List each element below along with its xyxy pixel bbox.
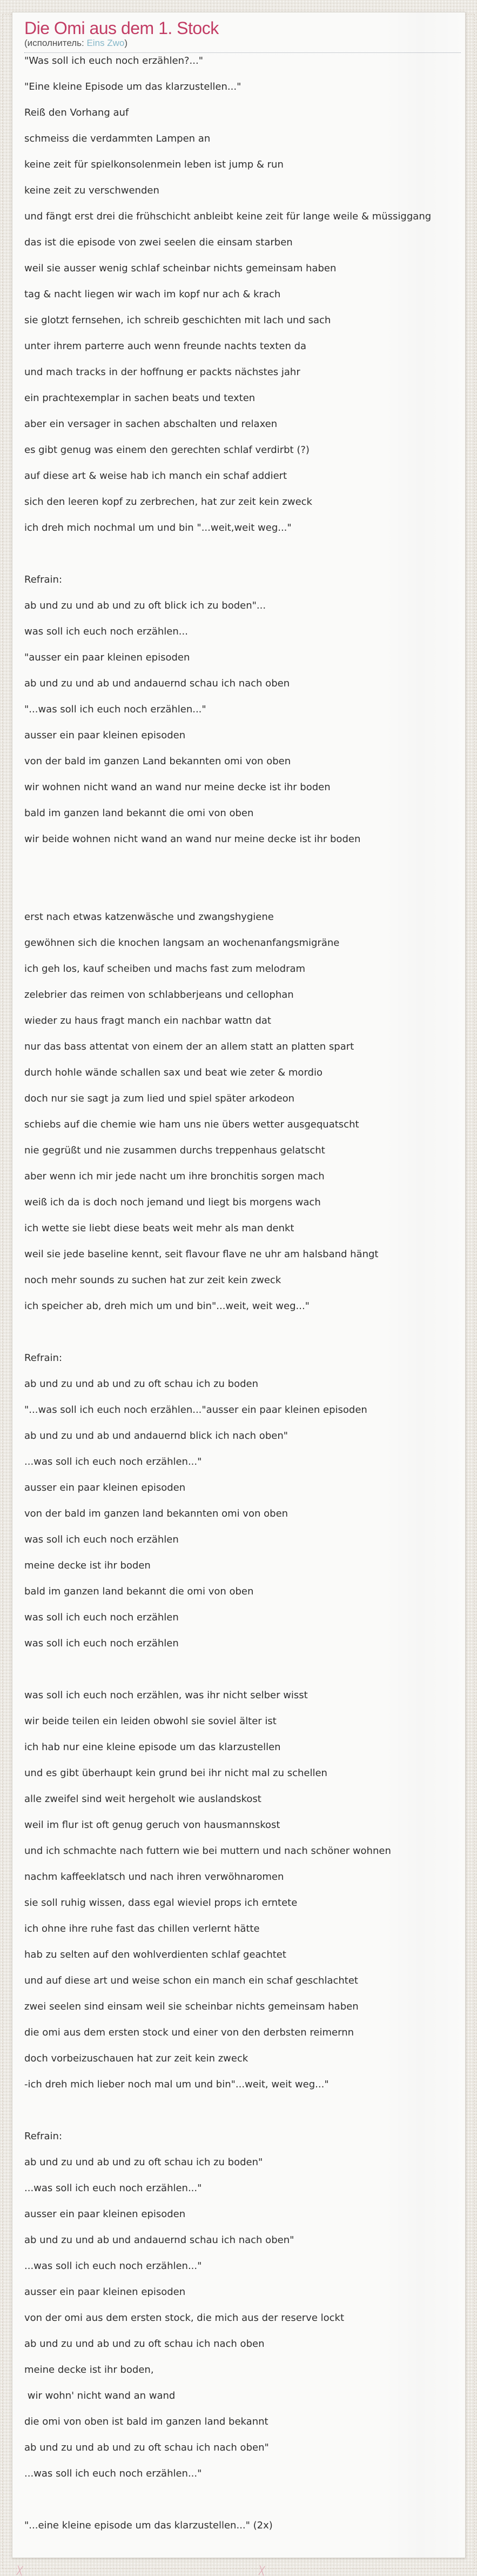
lyric-line: es gibt genug was einem den gerechten schlaf verdirbt (?) — [24, 444, 310, 456]
lyric-line: ich geh los, kauf scheiben und machs fast zum melodram — [24, 963, 306, 975]
lyric-line: weil sie jede baseline kennt, seit flavour flave ne uhr am halsband hängt — [24, 1249, 379, 1260]
lyric-line: aber wenn ich mir jede nacht um ihre bronchitis sorgen mach — [24, 1171, 325, 1182]
lyric-line: aber ein versager in sachen abschalten und relaxen — [24, 418, 278, 430]
lyric-line: wir beide wohnen nicht wand an wand nur meine decke ist ihr boden — [24, 833, 361, 845]
lyric-line: ausser ein paar kleinen episoden — [24, 2208, 186, 2220]
lyric-line: Refrain: — [24, 574, 63, 585]
lyric-line — [24, 860, 461, 870]
lyric-line — [24, 1327, 461, 1337]
performer-line — [24, 37, 461, 49]
lyric-line: wir beide teilen ein leiden obwohl sie soviel älter ist — [24, 1716, 277, 1727]
lyric-line: Refrain: — [24, 2131, 63, 2142]
lyric-line: ab und zu und ab und zu oft schau ich nach oben" — [24, 2442, 269, 2453]
lyric-line: "ausser ein paar kleinen episoden — [24, 652, 190, 663]
lyric-line: nur das bass attentat von einem der an allem statt an platten spart — [24, 1041, 354, 1052]
lyric-line: und ich schmachte nach futtern wie bei muttern und nach schöner wohnen — [24, 1845, 391, 1857]
lyric-line: Reiß den Vorhang auf — [24, 107, 129, 118]
lyric-line: von der bald im ganzen land bekannten omi von oben — [24, 1508, 288, 1519]
lyric-line: tag & nacht liegen wir wach im kopf nur ach & krach — [24, 289, 281, 300]
lyric-line: weil sie ausser wenig schlaf scheinbar nichts gemeinsam haben — [24, 263, 337, 274]
lyric-line: ausser ein paar kleinen episoden — [24, 1482, 186, 1493]
lyric-line: ab und zu und ab und andauernd schau ich nach oben — [24, 678, 290, 689]
lyric-line — [24, 2106, 461, 2115]
lyric-line: was soll ich euch noch erzählen — [24, 1612, 179, 1623]
lyric-line: meine decke ist ihr boden, — [24, 2364, 154, 2375]
lyric-line: die omi aus dem ersten stock und einer von den derbsten reimernn — [24, 2027, 354, 2038]
lyric-line: "Was soll ich euch noch erzählen?..." — [24, 55, 203, 66]
lyric-line: und mach tracks in der hoffnung er packts nächstes jahr — [24, 366, 300, 378]
lyric-line: ab und zu und ab und zu oft schau ich zu boden" — [24, 2157, 263, 2168]
lyric-line — [24, 886, 461, 896]
lyric-line: ...was soll ich euch noch erzählen..." — [24, 1456, 202, 1467]
lyric-line — [24, 1665, 461, 1674]
lyric-line: und fängt erst drei die frühschicht anbleibt keine zeit für lange weile & müssiggang — [24, 211, 432, 222]
lyric-line: ein prachtexemplar in sachen beats und texten — [24, 392, 256, 404]
performer-link[interactable]: Eins Zwo — [86, 38, 125, 48]
lyric-line: ...was soll ich euch noch erzählen..." — [24, 2260, 202, 2272]
lyric-line: ich speicher ab, dreh mich um und bin"...weit, weit weg..." — [24, 1300, 310, 1312]
lyric-line: was soll ich euch noch erzählen, was ihr nicht selber wisst — [24, 1690, 308, 1701]
lyric-line: ...was soll ich euch noch erzählen..." — [24, 2468, 202, 2479]
lyric-line: was soll ich euch noch erzählen — [24, 1638, 179, 1649]
lyric-line: zelebrier das reimen von schlabberjeans und cellophan — [24, 989, 294, 1000]
lyric-line: meine decke ist ihr boden — [24, 1560, 151, 1571]
lyric-line: weil im flur ist oft genug geruch von hausmannskost — [24, 1819, 280, 1831]
lyrics-card — [12, 12, 466, 2558]
lyric-line: keine zeit zu verschwenden — [24, 185, 159, 196]
lyric-line: wir wohnen nicht wand an wand nur meine decke ist ihr boden — [24, 782, 331, 793]
lyric-line: und es gibt überhaupt kein grund bei ihr nicht mal zu schellen — [24, 1767, 327, 1779]
lyric-line: "...was soll ich euch noch erzählen..." — [24, 704, 206, 715]
lyrics — [24, 56, 461, 2531]
lyric-line: die omi von oben ist bald im ganzen land bekannt — [24, 2416, 268, 2427]
lyric-line: ab und zu und ab und andauernd schau ich nach oben" — [24, 2234, 294, 2246]
lyric-line: sie soll ruhig wissen, dass egal wieviel props ich erntete — [24, 1897, 298, 1908]
lyric-line: schiebs auf die chemie wie ham uns nie übers wetter ausgequatscht — [24, 1119, 359, 1130]
performer-label-close: ) — [124, 38, 128, 48]
lyric-line: schmeiss die verdammten Lampen an — [24, 133, 211, 144]
lyric-line: "...eine kleine episode um das klarzustellen..." (2x) — [24, 2520, 273, 2531]
lyric-line: ab und zu und ab und zu oft schau ich zu boden — [24, 1378, 259, 1390]
lyric-line: ich hab nur eine kleine episode um das klarzustellen — [24, 1741, 281, 1753]
lyric-line: doch vorbeizuschauen hat zur zeit kein zweck — [24, 2053, 248, 2064]
lyric-line: auf diese art & weise hab ich manch ein schaf addiert — [24, 470, 287, 482]
lyric-line: ich wette sie liebt diese beats weit mehr als man denkt — [24, 1223, 294, 1234]
lyric-line: das ist die episode von zwei seelen die einsam starben — [24, 237, 293, 248]
lyric-line: hab zu selten auf den wohlverdienten schlaf geachtet — [24, 1949, 286, 1960]
lyric-line: doch nur sie sagt ja zum lied und spiel später arkodeon — [24, 1093, 295, 1104]
lyric-line: gewöhnen sich die knochen langsam an wochenanfangsmigräne — [24, 937, 340, 949]
lyric-line: wir wohn' nicht wand an wand — [24, 2390, 176, 2401]
lyric-line — [24, 2495, 461, 2505]
lyric-line: ausser ein paar kleinen episoden — [24, 730, 186, 741]
lyric-line: ich ohne ihre ruhe fast das chillen verlernt hätte — [24, 1923, 260, 1934]
lyric-line: alle zweifel sind weit hergeholt wie auslandskost — [24, 1793, 261, 1805]
lyric-line: bald im ganzen land bekannt die omi von oben — [24, 1586, 254, 1597]
lyric-line: durch hohle wände schallen sax und beat wie zeter & mordio — [24, 1067, 323, 1078]
lyric-line: ich dreh mich nochmal um und bin "...weit,weit weg..." — [24, 522, 292, 533]
lyric-line: wieder zu haus fragt manch ein nachbar wattn dat — [24, 1015, 271, 1026]
lyric-line: ab und zu und ab und zu oft blick ich zu boden"... — [24, 600, 266, 611]
lyric-line: weiß ich da is doch noch jemand und liegt bis morgens wach — [24, 1197, 321, 1208]
lyric-line: bald im ganzen land bekannt die omi von oben — [24, 807, 254, 819]
lyric-line: -ich dreh mich lieber noch mal um und bin"...weit, weit weg..." — [24, 2079, 329, 2090]
lyric-line: ausser ein paar kleinen episoden — [24, 2286, 186, 2298]
lyric-line: und auf diese art und weise schon ein manch ein schaf geschlachtet — [24, 1975, 358, 1986]
lyric-line: ...was soll ich euch noch erzählen..." — [24, 2183, 202, 2194]
lyric-line: ab und zu und ab und andauernd blick ich nach oben" — [24, 1430, 288, 1442]
lyric-line: nie gegrüßt und nie zusammen durchs treppenhaus gelatscht — [24, 1145, 325, 1156]
lyric-line: was soll ich euch noch erzählen — [24, 1534, 179, 1545]
lyric-line: nachm kaffeeklatsch und nach ihren verwöhnaromen — [24, 1871, 284, 1883]
performer-label: (исполнитель: — [24, 38, 87, 48]
lyric-line: zwei seelen sind einsam weil sie scheinbar nichts gemeinsam haben — [24, 2001, 359, 2012]
lyric-line: "...was soll ich euch noch erzählen..."ausser ein paar kleinen episoden — [24, 1404, 367, 1416]
stitch-cross-icon: ╳ — [258, 2565, 265, 2576]
lyric-line — [24, 549, 461, 559]
lyric-line: Refrain: — [24, 1352, 63, 1364]
lyric-line: keine zeit für spielkonsolenmein leben ist jump & run — [24, 159, 284, 170]
lyric-line: ab und zu und ab und zu oft schau ich nach oben — [24, 2338, 265, 2350]
lyric-line: sie glotzt fernsehen, ich schreib geschichten mit lach und sach — [24, 315, 331, 326]
lyric-line: sich den leeren kopf zu zerbrechen, hat zur zeit kein zweck — [24, 496, 312, 508]
lyric-line: was soll ich euch noch erzählen... — [24, 626, 188, 637]
lyric-line: von der bald im ganzen Land bekannten omi von oben — [24, 756, 291, 767]
dotted-divider — [24, 49, 461, 53]
lyric-line: erst nach etwas katzenwäsche und zwangshygiene — [24, 911, 274, 923]
lyric-line: "Eine kleine Episode um das klarzustellen..." — [24, 81, 241, 92]
lyric-line: von der omi aus dem ersten stock, die mich aus der reserve lockt — [24, 2312, 345, 2324]
page-title: Die Omi aus dem 1. Stock — [24, 18, 219, 38]
lyric-line: unter ihrem parterre auch wenn freunde nachts texten da — [24, 341, 307, 352]
stitch-cross-icon: ╳ — [16, 2565, 23, 2576]
lyric-line: noch mehr sounds zu suchen hat zur zeit kein zweck — [24, 1274, 281, 1286]
